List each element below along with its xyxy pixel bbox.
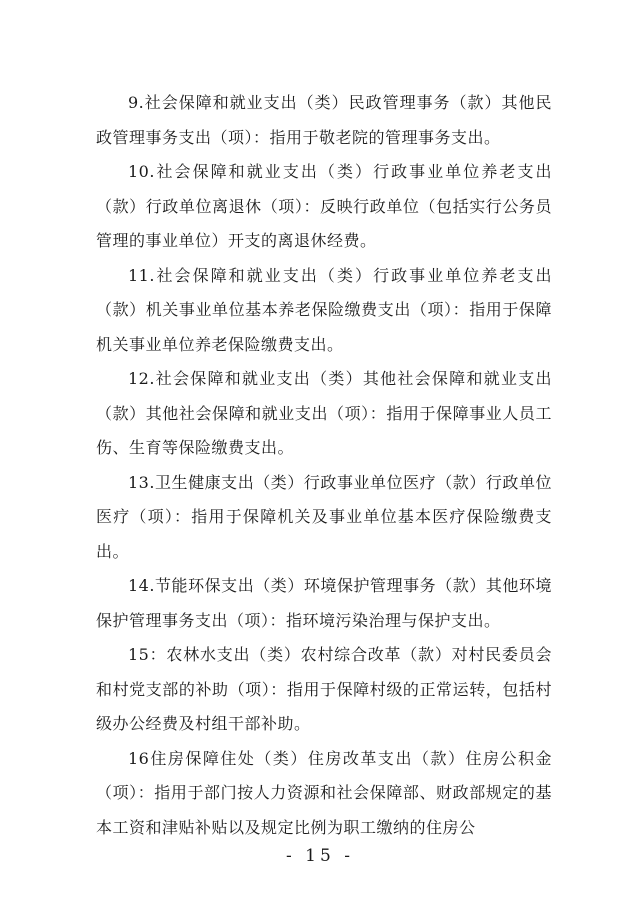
paragraph-item-12: 12.社会保障和就业支出（类）其他社会保障和就业支出（款）其他社会保障和就业支出（项）：指用于保障事业人员工伤、生育等保险缴费支出。 xyxy=(96,369,552,457)
page-number: - 15 - xyxy=(286,846,354,866)
paragraph-item-9: 9.社会保障和就业支出（类）民政管理事务（款）其他民政管理事务支出（项）：指用于敬老院的管理事务支出。 xyxy=(96,93,552,147)
paragraph-item-14: 14.节能环保支出（类）环境保护管理事务（款）其他环境保护管理事务支出（项）：指环境污染治理与保护支出。 xyxy=(96,576,552,630)
paragraph-item-11: 11.社会保障和就业支出（类）行政事业单位养老支出（款）机关事业单位基本养老保险缴费支出（项）：指用于保障机关事业单位养老保险缴费支出。 xyxy=(96,265,552,354)
paragraph-item-13: 13.卫生健康支出（类）行政事业单位医疗（款）行政单位医疗（项）：指用于保障机关及事业单位基本医疗保险缴费支出。 xyxy=(96,472,552,561)
paragraph-item-10: 10.社会保障和就业支出（类）行政事业单位养老支出（款）行政单位离退休（项）：反映行政单位（包括实行公务员管理的事业单位）开支的离退休经费。 xyxy=(96,162,552,250)
paragraph-item-15: 15：农林水支出（类）农村综合改革（款）对村民委员会和村党支部的补助（项）：指用于保障村级的正常运转，包括村级办公经费及村组干部补助。 xyxy=(96,645,552,733)
document-body xyxy=(96,86,552,845)
paragraph-item-16: 16住房保障住处（类）住房改革支出（款）住房公积金（项）：指用于部门按人力资源和社会保障部、财政部规定的基本工资和津贴补贴以及规定比例为职工缴纳的住房公 xyxy=(96,748,552,837)
